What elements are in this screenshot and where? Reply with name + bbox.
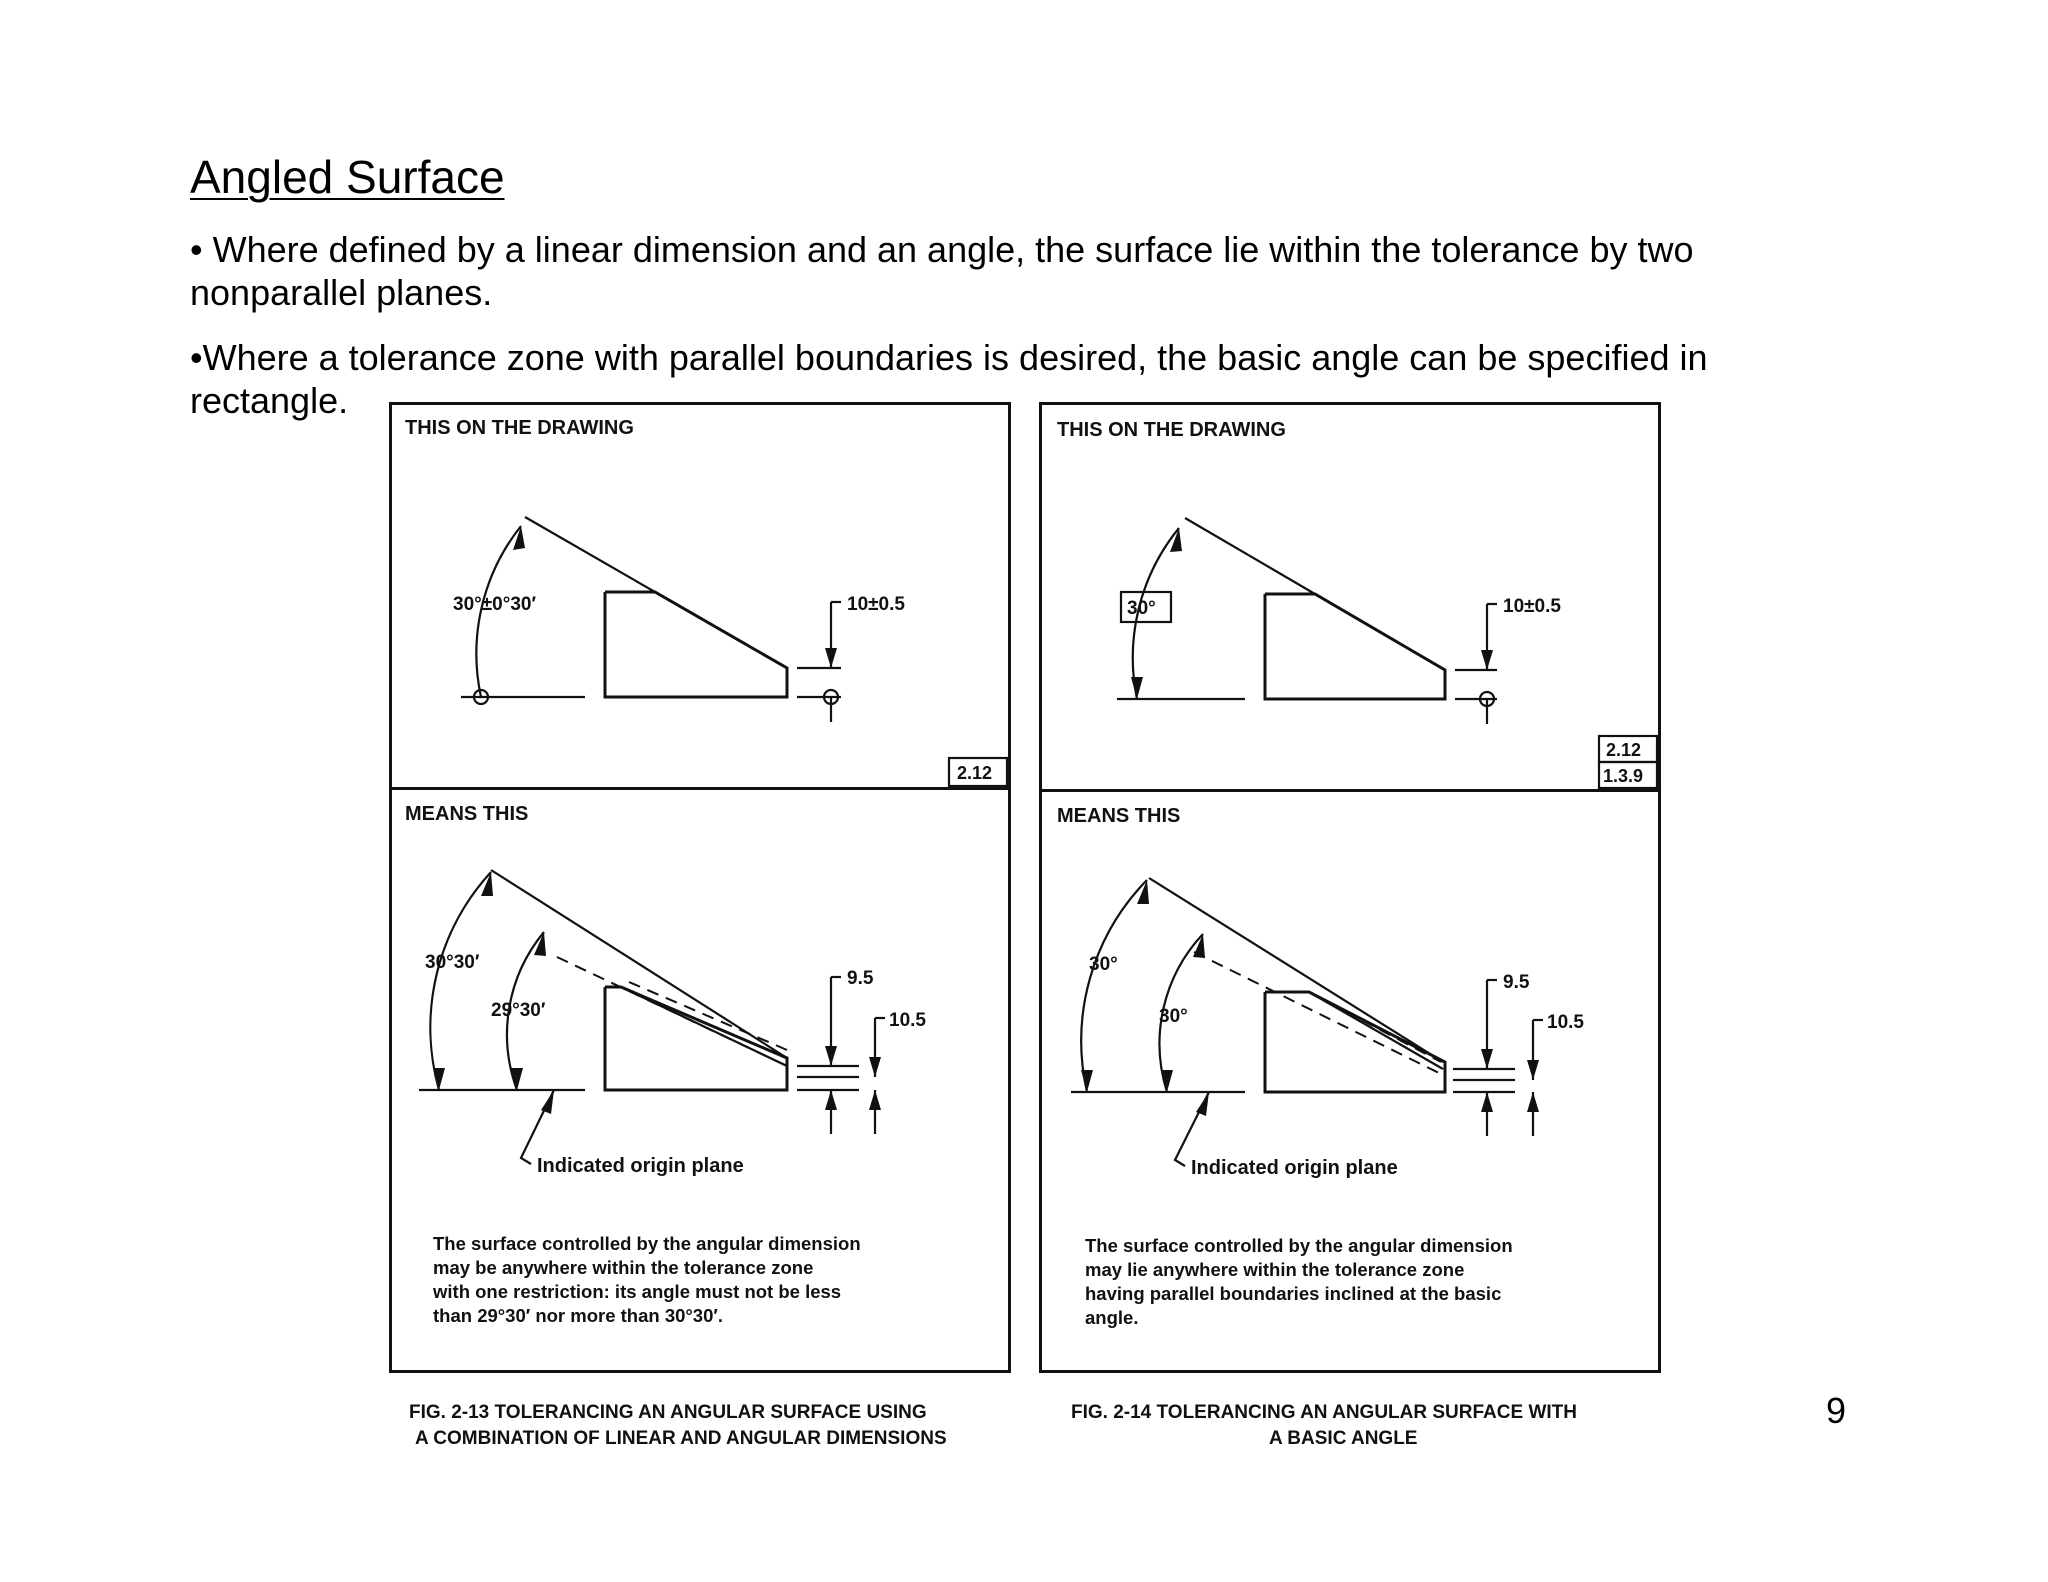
means-angle-upper: 30° xyxy=(1089,954,1118,975)
means-angle-upper: 30°30′ xyxy=(425,952,480,973)
means-angle-lower: 30° xyxy=(1159,1006,1188,1027)
origin-label: Indicated origin plane xyxy=(1191,1157,1398,1179)
linear-callout: 10±0.5 xyxy=(1503,596,1561,617)
caption-fig-2-13-line-1: FIG. 2-13 TOLERANCING AN ANGULAR SURFACE USING xyxy=(409,1402,927,1423)
caption-fig-2-14-line-1: FIG. 2-14 TOLERANCING AN ANGULAR SURFACE WITH xyxy=(1071,1402,1577,1423)
means-angle-lower: 29°30′ xyxy=(491,1000,546,1021)
part-outline xyxy=(1265,594,1445,699)
drawing-label: THIS ON THE DRAWING xyxy=(1057,419,1286,441)
page-number: 9 xyxy=(1826,1390,1847,1431)
arrow-head xyxy=(1481,650,1493,670)
arrow-head xyxy=(1527,1092,1539,1112)
caption-fig-2-13-line-2: A COMBINATION OF LINEAR AND ANGULAR DIMENSIONS xyxy=(415,1428,947,1449)
arrow-head xyxy=(1527,1060,1539,1080)
angle-arc xyxy=(430,872,491,1090)
angle-arc xyxy=(1081,880,1147,1092)
arrow-head xyxy=(869,1090,881,1110)
figure-2-13 xyxy=(389,402,1011,1382)
description-line: angle. xyxy=(1085,1307,1139,1328)
arrow-head xyxy=(1481,1092,1493,1112)
caption-fig-2-14-line-2: A BASIC ANGLE xyxy=(1269,1428,1418,1449)
meaning-label: MEANS THIS xyxy=(405,803,529,825)
origin-label: Indicated origin plane xyxy=(537,1155,744,1177)
arrow-head xyxy=(1131,677,1143,699)
description-line: may lie anywhere within the tolerance zone xyxy=(1085,1259,1465,1280)
arrow-head xyxy=(1081,1070,1093,1092)
arrow-head xyxy=(825,1046,837,1066)
description-line: may be anywhere within the tolerance zone xyxy=(433,1257,814,1278)
arrow-head xyxy=(541,1090,554,1114)
part-outline xyxy=(605,592,787,697)
reference-text: 2.12 xyxy=(957,763,993,783)
reference-text: 1.3.9 xyxy=(1603,766,1644,786)
tolerance-boundary xyxy=(1149,878,1443,1062)
figure-captions xyxy=(389,1384,1669,1454)
arrow-head xyxy=(1481,1049,1493,1069)
description-line: with one restriction: its angle must not be less xyxy=(433,1281,842,1302)
meaning-label: MEANS THIS xyxy=(1057,805,1181,827)
drawing-frame xyxy=(1041,404,1660,791)
drawing-label: THIS ON THE DRAWING xyxy=(405,417,634,439)
slide-title: Angled Surface xyxy=(190,151,505,203)
angle-callout: 30°±0°30′ xyxy=(453,594,537,615)
means-dim-upper: 9.5 xyxy=(1503,972,1530,993)
means-dim-lower: 10.5 xyxy=(889,1010,926,1031)
arrow-head xyxy=(1196,1092,1209,1116)
arrow-head xyxy=(825,648,837,668)
angle-extension-line xyxy=(525,517,655,592)
tolerance-boundary xyxy=(491,870,787,1058)
arrow-head xyxy=(869,1057,881,1077)
reference-text: 2.12 xyxy=(1606,740,1642,760)
means-dim-upper: 9.5 xyxy=(847,968,874,989)
means-dim-lower: 10.5 xyxy=(1547,1012,1584,1033)
arrow-head xyxy=(433,1068,445,1090)
figure-2-14 xyxy=(1039,402,1661,1382)
linear-callout: 10±0.5 xyxy=(847,594,905,615)
description-line: The surface controlled by the angular dimension xyxy=(433,1233,861,1254)
bullet-basic-angle: •Where a tolerance zone with parallel boundaries is desired, the basic angle can be specified in rectangle. xyxy=(190,337,1708,421)
angle-callout: 30° xyxy=(1127,598,1156,619)
angle-extension-line xyxy=(1185,518,1315,594)
tolerance-boundary xyxy=(629,982,787,1050)
description-line: having parallel boundaries inclined at the basic xyxy=(1085,1283,1502,1304)
description-line: than 29°30′ nor more than 30°30′. xyxy=(433,1305,723,1326)
arrow-head xyxy=(825,1090,837,1110)
tolerance-boundary xyxy=(1194,952,1441,1074)
description-line: The surface controlled by the angular dimension xyxy=(1085,1235,1513,1256)
bullet-nonparallel-planes: • Where defined by a linear dimension and an angle, the surface lie within the tolerance by two nonparallel planes. xyxy=(190,229,1694,313)
